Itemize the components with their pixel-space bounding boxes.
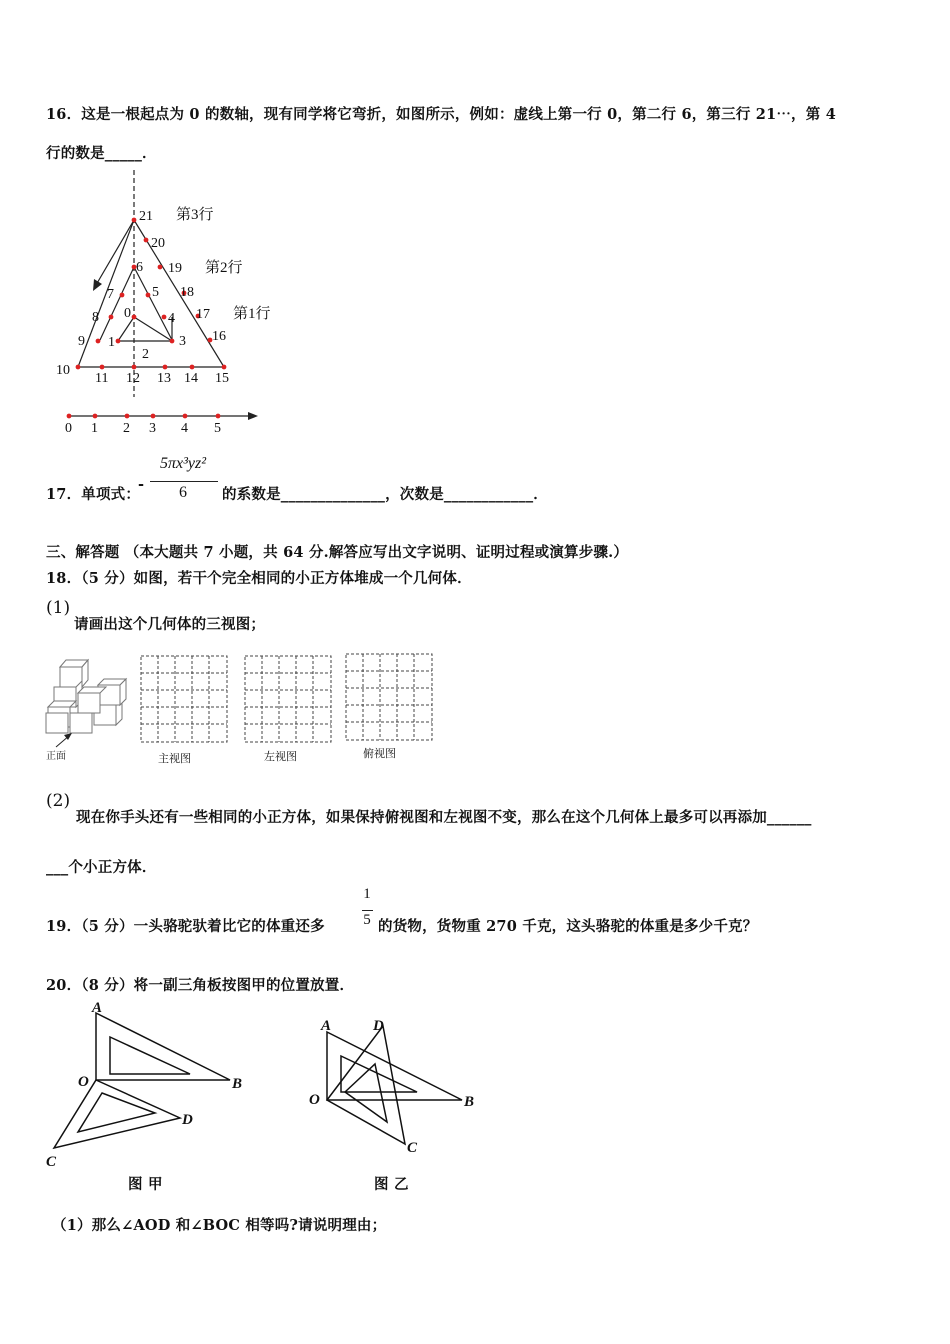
left-view-label: 左视图 (264, 750, 297, 763)
n7: 7 (107, 287, 114, 302)
section3-heading: 三、解答题 （本大题共 7 小题，共 64 分.解答应写出文字说明、证明过程或演算步骤.） (46, 544, 629, 561)
q19-denominator: 5 (363, 912, 371, 928)
n20: 20 (151, 236, 165, 251)
q18-part1-text: 请画出这个几何体的三视图； (74, 616, 266, 633)
n10: 10 (56, 363, 70, 378)
q19-text-b: 的货物，货物重 270 千克，这头骆驼的体重是多少千克？ (378, 918, 758, 935)
n19: 19 (168, 261, 182, 276)
n9: 9 (78, 334, 85, 349)
n15: 15 (215, 371, 229, 386)
n21: 21 (139, 209, 153, 224)
q18-part2-line1: 现在你手头还有一些相同的小正方体，如果保持俯视图和左视图不变，那么在这个几何体上最多可以再添加______ (76, 809, 812, 826)
n4: 4 (168, 311, 175, 326)
main-view-label: 主视图 (158, 752, 191, 765)
q19-fraction-bar (362, 910, 373, 911)
figure-jia (40, 998, 260, 1173)
figure-yi (305, 1012, 485, 1162)
q17-prefix: 17．单项式： (46, 486, 141, 503)
svg-text:5: 5 (214, 421, 221, 436)
left-view-grid[interactable] (244, 655, 332, 743)
svg-text:C: C (46, 1154, 57, 1170)
svg-text:O: O (309, 1092, 320, 1108)
q17-fraction-bar (150, 481, 218, 482)
q18-part2-line2: ___个小正方体． (46, 859, 157, 876)
svg-text:B: B (232, 1076, 243, 1092)
q18-part1-number: (1) (46, 598, 71, 618)
svg-text:D: D (373, 1018, 384, 1034)
q18-part2-number: (2) (46, 791, 71, 811)
svg-text:2: 2 (123, 421, 130, 436)
n13: 13 (157, 371, 171, 386)
svg-text:4: 4 (181, 421, 188, 436)
n6: 6 (136, 260, 143, 275)
q17-suffix: 的系数是______________，次数是____________． (222, 486, 548, 503)
caption-yi: 图 乙 (374, 1176, 409, 1193)
q20-stem: 20．（8 分）将一副三角板按图甲的位置放置． (46, 977, 355, 994)
n1: 1 (108, 335, 115, 350)
cube-stack-figure (42, 655, 134, 763)
q17-denominator: 6 (179, 484, 187, 501)
svg-text:O: O (78, 1074, 89, 1090)
n12: 12 (126, 371, 140, 386)
number-labels (56, 209, 229, 386)
svg-text:1: 1 (91, 421, 98, 436)
q17-minus: - (138, 476, 145, 493)
n11: 11 (95, 371, 109, 386)
n0: 0 (124, 306, 131, 321)
q16-line2: 行的数是_____． (46, 145, 157, 162)
row-labels (176, 206, 271, 322)
svg-text:B: B (464, 1094, 475, 1110)
n2: 2 (142, 347, 149, 362)
n18: 18 (180, 285, 194, 300)
front-label: 正面 (46, 751, 66, 762)
svg-text:0: 0 (65, 421, 72, 436)
svg-text:C: C (407, 1140, 418, 1156)
svg-text:A: A (92, 1000, 103, 1016)
main-view-grid[interactable] (140, 655, 228, 743)
q16-line1: 16．这是一根起点为 0 的数轴，现有同学将它弯折，如图所示，例如：虚线上第一行 0，第二行 6，第三行 21⋯，第 4 (46, 106, 836, 123)
q20-sub1: （1）那么∠AOD 和∠BOC 相等吗?请说明理由； (52, 1217, 387, 1234)
top-view-grid[interactable] (345, 653, 433, 741)
caption-jia: 图 甲 (128, 1176, 163, 1193)
n16: 16 (212, 329, 226, 344)
svg-text:D: D (182, 1112, 193, 1128)
q16-number-line-figure (40, 165, 290, 440)
n5: 5 (152, 285, 159, 300)
svg-text:3: 3 (149, 421, 156, 436)
q18-stem: 18．（5 分）如图，若干个完全相同的小正方体堆成一个几何体． (46, 570, 472, 587)
q19-text-a: 19．（5 分）一头骆驼驮着比它的体重还多 (46, 918, 325, 935)
axis-labels (65, 421, 221, 436)
q17-numerator: 5πx³yz² (159, 455, 207, 472)
n8: 8 (92, 310, 99, 325)
row2-label: 第2行 (205, 260, 243, 276)
row1-label: 第1行 (233, 306, 271, 322)
q19-numerator: 1 (363, 886, 371, 902)
top-view-label: 俯视图 (363, 747, 396, 760)
row3-label: 第3行 (176, 207, 214, 223)
n14: 14 (184, 371, 198, 386)
n17: 17 (196, 307, 210, 322)
n3: 3 (179, 334, 186, 349)
svg-text:A: A (321, 1018, 332, 1034)
